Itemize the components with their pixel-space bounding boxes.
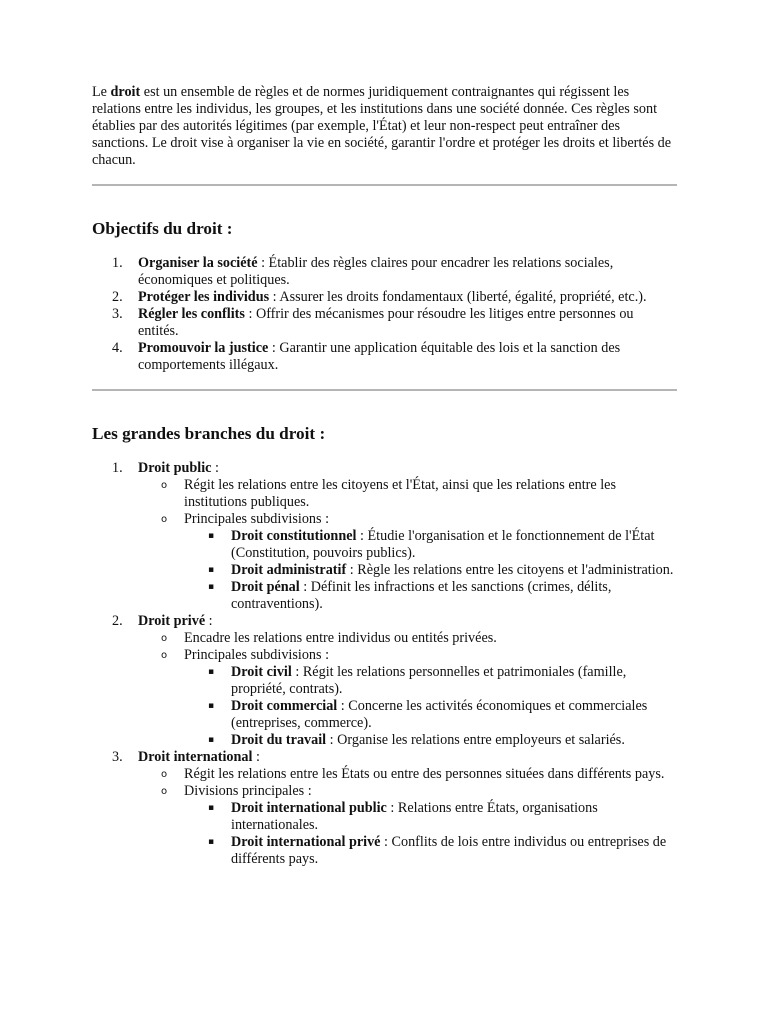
branch-suffix: : xyxy=(205,613,213,629)
subdivision-term: Droit international privé xyxy=(231,834,381,850)
subdivision-term: Droit international public xyxy=(231,800,387,816)
detail-item xyxy=(138,783,677,868)
subdivisions-label: Principales subdivisions : xyxy=(184,647,330,663)
item-number: 2. xyxy=(112,613,123,629)
subdivisions-list xyxy=(184,664,677,749)
subdivisions-list xyxy=(184,800,677,868)
horizontal-rule xyxy=(92,184,677,186)
subdivision-item xyxy=(184,664,677,698)
branch-item xyxy=(92,613,677,749)
subdivision-item xyxy=(184,579,677,613)
branch-details xyxy=(138,766,677,868)
item-number: 1. xyxy=(112,255,123,271)
subdivision-text: : Règle les relations entre les citoyens et l'administration. xyxy=(346,562,674,578)
intro-paragraph xyxy=(92,84,677,169)
objective-item xyxy=(92,306,677,340)
subdivision-term: Droit civil xyxy=(231,664,292,680)
document-page xyxy=(92,84,677,868)
objective-term: Régler les conflits xyxy=(138,306,245,322)
detail-item xyxy=(138,766,677,783)
intro-lead: Le xyxy=(92,84,111,100)
subdivision-term: Droit du travail xyxy=(231,732,327,748)
branch-term: Droit international xyxy=(138,749,253,765)
branch-item xyxy=(92,749,677,868)
circle-bullet: o xyxy=(161,480,168,491)
detail-item xyxy=(138,511,677,613)
circle-bullet: o xyxy=(161,786,168,797)
square-bullet: ▪ xyxy=(208,803,215,813)
subdivisions-label: Divisions principales : xyxy=(184,783,312,799)
subdivision-text: : Concerne les activités économiques et commerciales (entreprises, commerce). xyxy=(231,698,648,731)
subdivision-item xyxy=(184,732,677,749)
detail-item xyxy=(138,477,677,511)
subdivision-term: Droit constitutionnel xyxy=(231,528,357,544)
branch-description: Encadre les relations entre individus ou entités privées. xyxy=(184,630,497,646)
branch-description: Régit les relations entre les États ou entre des personnes situées dans différents pays. xyxy=(184,766,665,782)
detail-item xyxy=(138,647,677,749)
objective-text: : Établir des règles claires pour encadrer les relations sociales, économiques et politiques. xyxy=(138,255,614,288)
subdivision-item xyxy=(184,528,677,562)
item-number: 3. xyxy=(112,749,123,765)
branch-term: Droit privé xyxy=(138,613,206,629)
subdivision-text: : Organise les relations entre employeurs et salariés. xyxy=(326,732,625,748)
square-bullet: ▪ xyxy=(208,582,215,592)
subdivision-item xyxy=(184,834,677,868)
item-number: 4. xyxy=(112,340,123,356)
branch-term: Droit public xyxy=(138,460,212,476)
branch-description: Régit les relations entre les citoyens et l'État, ainsi que les relations entre les institutions publiques. xyxy=(184,477,616,510)
objectives-list xyxy=(92,255,677,374)
objective-item xyxy=(92,289,677,306)
item-number: 3. xyxy=(112,306,123,322)
objective-text: : Garantir une application équitable des lois et la sanction des comportements illégaux. xyxy=(138,340,621,373)
circle-bullet: o xyxy=(161,769,168,780)
subdivision-item xyxy=(184,562,677,579)
branch-item xyxy=(92,460,677,613)
circle-bullet: o xyxy=(161,650,168,661)
horizontal-rule xyxy=(92,389,677,391)
square-bullet: ▪ xyxy=(208,565,215,575)
subdivision-text: : Définit les infractions et les sanctions (crimes, délits, contraventions). xyxy=(231,579,612,612)
detail-item xyxy=(138,630,677,647)
item-number: 1. xyxy=(112,460,123,476)
subdivision-text: : Régit les relations personnelles et patrimoniales (famille, propriété, contrats). xyxy=(231,664,627,697)
intro-term: droit xyxy=(110,84,141,100)
intro-text: est un ensemble de règles et de normes juridiquement contraignantes qui régissent les relations entre les individus, les groupes, et les institutions dans une société donnée. Ces règles sont établies par des autorités légitimes (par exemple, l'État) et leur non-respect peut entraîner des sanctions. Le droit vise à organiser la vie en société, garantir l'ordre et protéger les droits et libertés de chacun. xyxy=(92,84,672,168)
subdivision-item xyxy=(184,800,677,834)
subdivision-term: Droit administratif xyxy=(231,562,347,578)
branch-suffix: : xyxy=(211,460,219,476)
square-bullet: ▪ xyxy=(208,735,215,745)
square-bullet: ▪ xyxy=(208,701,215,711)
branches-heading: Les grandes branches du droit : xyxy=(92,424,326,443)
objective-term: Promouvoir la justice xyxy=(138,340,269,356)
subdivision-item xyxy=(184,698,677,732)
subdivisions-list xyxy=(184,528,677,613)
objectives-heading: Objectifs du droit : xyxy=(92,219,233,238)
objective-text: : Offrir des mécanismes pour résoudre les litiges entre personnes ou entités. xyxy=(138,306,634,339)
subdivisions-label: Principales subdivisions : xyxy=(184,511,330,527)
item-number: 2. xyxy=(112,289,123,305)
branch-details xyxy=(138,630,677,749)
subdivision-text: : Conflits de lois entre individus ou entreprises de différents pays. xyxy=(231,834,667,867)
square-bullet: ▪ xyxy=(208,837,215,847)
branch-details xyxy=(138,477,677,613)
objective-term: Organiser la société xyxy=(138,255,258,271)
objective-item xyxy=(92,255,677,289)
subdivision-term: Droit commercial xyxy=(231,698,338,714)
circle-bullet: o xyxy=(161,633,168,644)
subdivision-text: : Relations entre États, organisations internationales. xyxy=(231,800,598,833)
branch-suffix: : xyxy=(252,749,260,765)
objective-item xyxy=(92,340,677,374)
objective-text: : Assurer les droits fondamentaux (liberté, égalité, propriété, etc.). xyxy=(269,289,647,305)
subdivision-term: Droit pénal xyxy=(231,579,300,595)
subdivision-text: : Étudie l'organisation et le fonctionnement de l'État (Constitution, pouvoirs publics). xyxy=(231,528,655,561)
branches-list xyxy=(92,460,677,868)
objective-term: Protéger les individus xyxy=(138,289,270,305)
square-bullet: ▪ xyxy=(208,531,215,541)
circle-bullet: o xyxy=(161,514,168,525)
square-bullet: ▪ xyxy=(208,667,215,677)
